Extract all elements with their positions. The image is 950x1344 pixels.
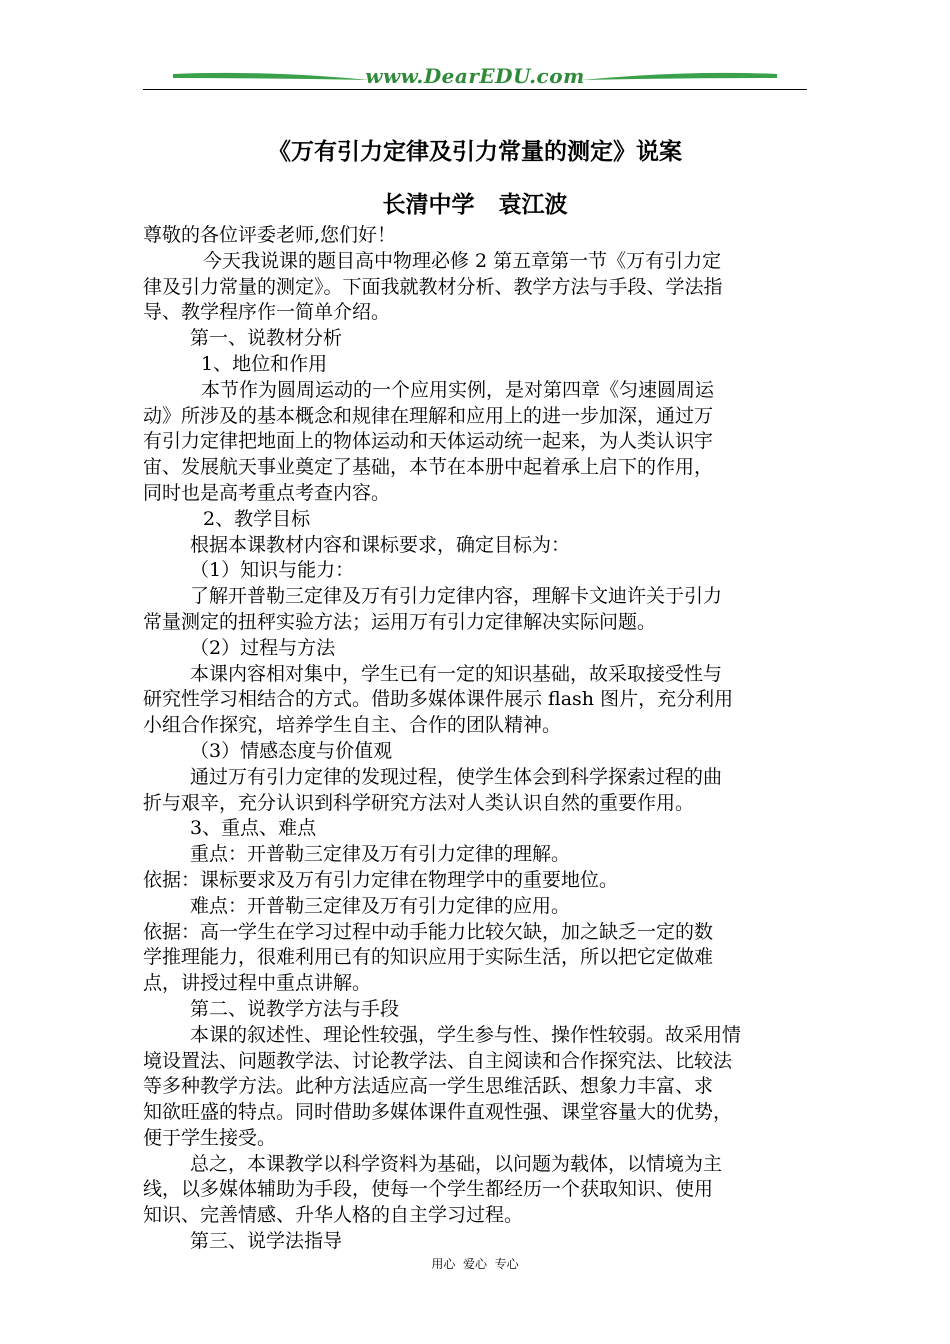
paragraph-line: 难点：开普勒三定律及万有引力定律的应用。 — [190, 894, 571, 917]
paragraph-line: 宙、发展航天事业奠定了基础，本节在本册中起着承上启下的作用， — [143, 456, 714, 479]
paragraph-line: （3）情感态度与价值观 — [190, 739, 393, 762]
paragraph-line: （2）过程与方法 — [190, 636, 336, 659]
paragraph-line: 点，讲授过程中重点讲解。 — [143, 972, 372, 995]
paragraph-line: 总之，本课教学以科学资料为基础，以问题为载体，以情境为主 — [190, 1152, 723, 1175]
page-header — [143, 62, 807, 92]
paragraph-line: 第一、说教材分析 — [190, 327, 343, 350]
paragraph-line: 等多种教学方法。此种方法适应高一学生思维活跃、想象力丰富、求 — [143, 1075, 714, 1098]
document-author: 长清中学 袁江波 — [382, 192, 568, 218]
paragraph-line: 依据：课标要求及万有引力定律在物理学中的重要地位。 — [143, 868, 619, 891]
paragraph-line: 有引力定律把地面上的物体运动和天体运动统一起来，为人类认识宇 — [143, 430, 714, 453]
paragraph-line: （1）知识与能力： — [190, 559, 355, 582]
paragraph-line: 第二、说教学方法与手段 — [190, 997, 400, 1020]
paragraph-line: 律及引力常量的测定》。下面我就教材分析、教学方法与手段、学法指 — [143, 275, 723, 298]
paragraph-line: 第三、说学法指导 — [190, 1230, 343, 1253]
site-logo-text: www.DearEDU.com — [365, 64, 585, 88]
paragraph-line: 研究性学习相结合的方式。借助多媒体课件展示 flash 图片，充分利用 — [143, 688, 734, 711]
paragraph-line: 本课内容相对集中，学生已有一定的知识基础，故采取接受性与 — [190, 662, 723, 685]
document-title: 《万有引力定律及引力常量的测定》说案 — [268, 139, 682, 165]
document-body — [143, 223, 823, 1255]
paragraph-line: 本节作为圆周运动的一个应用实例，是对第四章《匀速圆周运 — [201, 378, 715, 401]
paragraph-line: 动》所涉及的基本概念和规律在理解和应用上的进一步加深，通过万 — [143, 404, 714, 427]
paragraph-line: 根据本课教材内容和课标要求，确定目标为： — [190, 533, 571, 556]
page-footer: 用心 爱心 专心 — [431, 1257, 519, 1271]
paragraph-line: 2、教学目标 — [203, 507, 311, 530]
paragraph-line: 常量测定的扭秤实验方法；运用万有引力定律解决实际问题。 — [143, 610, 657, 633]
paragraph-line: 便于学生接受。 — [143, 1126, 277, 1149]
paragraph-line: 同时也是高考重点考查内容。 — [143, 481, 391, 504]
paragraph-line: 了解开普勒三定律及万有引力定律内容，理解卡文迪许关于引力 — [190, 585, 723, 608]
paragraph-line: 依据：高一学生在学习过程中动手能力比较欠缺，加之缺乏一定的数 — [143, 920, 714, 943]
paragraph-line: 本课的叙述性、理论性较强，学生参与性、操作性较弱。故采用情 — [190, 1023, 742, 1046]
paragraph-line: 知识、完善情感、升华人格的自主学习过程。 — [143, 1204, 524, 1227]
paragraph-line: 学推理能力，很难利用已有的知识应用于实际生活，所以把它定做难 — [143, 946, 714, 969]
paragraph-line: 知欲旺盛的特点。同时借助多媒体课件直观性强、课堂容量大的优势， — [143, 1101, 733, 1124]
paragraph-line: 小组合作探究，培养学生自主、合作的团队精神。 — [143, 714, 562, 737]
paragraph-line: 线，以多媒体辅助为手段，使每一个学生都经历一个获取知识、使用 — [143, 1178, 714, 1201]
header-divider — [143, 89, 807, 90]
paragraph-line: 折与艰辛，充分认识到科学研究方法对人类认识自然的重要作用。 — [143, 791, 695, 814]
paragraph-line: 尊敬的各位评委老师,您们好！ — [143, 224, 397, 246]
paragraph-line: 导、教学程序作一简单介绍。 — [143, 301, 391, 324]
paragraph-line: 境设置法、问题教学法、讨论教学法、自主阅读和合作探究法、比较法 — [143, 1049, 733, 1072]
paragraph-line: 今天我说课的题目高中物理必修 2 第五章第一节《万有引力定 — [203, 249, 722, 272]
paragraph-line: 1、地位和作用 — [201, 352, 328, 375]
paragraph-line: 3、重点、难点 — [190, 817, 317, 840]
paragraph-line: 通过万有引力定律的发现过程，使学生体会到科学探索过程的曲 — [190, 765, 723, 788]
paragraph-line: 重点：开普勒三定律及万有引力定律的理解。 — [190, 843, 571, 866]
